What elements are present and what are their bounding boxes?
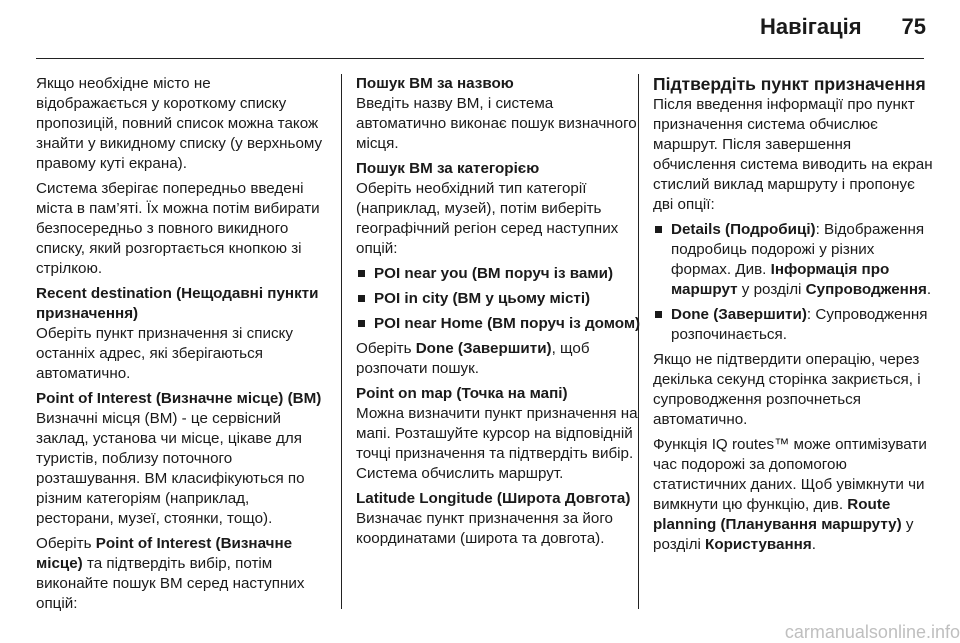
bullet-label: Details (Подробиці)	[671, 221, 816, 238]
heading-search-by-category: Пошук ВМ за категорією	[356, 160, 540, 177]
paragraph-iq-routes	[653, 435, 933, 555]
text: та підтвердіть вибір, потім виконайте пошук ВМ серед наступних опцій:	[36, 555, 305, 612]
heading-point-on-map: Point on map (Точка на мапі)	[356, 385, 568, 402]
paragraph-start-search	[356, 339, 646, 379]
paragraph-confirm-destination: Після введення інформації про пункт призначення система обчислює маршрут. Після завершення обчислення система виводить на екран стислий виклад маршруту і пропонує дві опції:	[653, 96, 933, 213]
bullet-label: POI near Home (ВМ поруч із домом)	[374, 315, 641, 332]
page-title: Навігація	[760, 14, 862, 39]
bullet-label: POI near you (ВМ поруч із вами)	[374, 265, 614, 282]
column-3	[653, 74, 933, 560]
paragraph-city-list: Якщо необхідне місто не відображається у короткому списку пропозицій, повний список можна також знайти у викидному списку (у верхньому правому куті екрана).	[36, 75, 323, 172]
cross-reference: Користування	[705, 536, 812, 553]
page-number: 75	[901, 14, 926, 39]
heading-search-by-name: Пошук ВМ за назвою	[356, 75, 514, 92]
text: , щоб розпочати пошук.	[356, 340, 590, 377]
text: .	[926, 281, 932, 298]
cross-reference: Супроводження	[805, 281, 927, 298]
paragraph-point-on-map: Можна визначити пункт призначення на мапі. Розташуйте курсор на відповідній точці призначення та підтвердіть вибір. Система обчислить маршрут.	[356, 405, 638, 482]
done-option-name: Done (Завершити)	[415, 340, 552, 357]
bullet-item	[356, 289, 646, 309]
paragraph-no-confirm: Якщо не підтвердити операцію, через декілька секунд сторінка закриється, і супроводження розпочнеться автоматично.	[653, 351, 921, 428]
bullet-item	[356, 264, 646, 284]
paragraph-recent-destination: Оберіть пункт призначення зі списку останніх адрес, які зберігаються автоматично.	[36, 325, 293, 382]
heading-confirm-destination: Підтвердіть пункт призначення	[653, 74, 926, 94]
paragraph-search-by-name: Введіть назву ВМ, і система автоматично виконає пошук визначного місця.	[356, 95, 637, 152]
bullet-label: Done (Завершити)	[671, 306, 807, 323]
text: у розділі	[737, 281, 806, 298]
header-divider	[36, 58, 924, 59]
text: Функція IQ routes™ може оптимізувати час подорожі за допомогою статистичних даних. Щоб увімкнути чи вимкнути цю функцію, див.	[653, 436, 927, 513]
poi-option-name: Point of Interest (Визначне місце)	[36, 535, 293, 572]
paragraph-poi: Визначні місця (ВМ) - це сервісний заклад, установа чи місце, цікаве для туристів, поблизу поточного розташування. ВМ класифікуються по різним категоріям (наприклад, ресторани, музеї, стоянки, тощо).	[36, 410, 305, 527]
column-1	[36, 74, 326, 619]
paragraph-memory: Система зберігає попередньо введені міста в пам’яті. Їх можна потім вибирати безпосередньо з повного викидного списку, який розгортається кнопкою зі стрілкою.	[36, 180, 320, 277]
text: : Відображення подробиць подорожі у різних формах. Див.	[671, 221, 925, 278]
cross-reference: Route planning (Планування маршруту)	[653, 496, 902, 533]
watermark: carmanualsonline.info	[784, 622, 960, 642]
text: Оберіть	[36, 535, 96, 552]
cross-reference: Інформація про маршрут	[671, 261, 890, 298]
text: .	[811, 536, 816, 553]
paragraph-poi-select	[36, 534, 326, 614]
text: : Супроводження розпочинається.	[671, 306, 928, 343]
column-divider-1	[341, 74, 342, 609]
heading-recent-destination: Recent destination (Нещодавні пункти призначення)	[36, 285, 319, 322]
heading-lat-long: Latitude Longitude (Широта Довгота)	[356, 490, 631, 507]
bullet-item-done	[653, 305, 933, 345]
bullet-item-details	[653, 220, 933, 300]
text: у розділі	[653, 516, 914, 553]
text: Оберіть	[356, 340, 416, 357]
column-2	[356, 74, 646, 554]
heading-poi: Point of Interest (Визначне місце) (ВМ)	[36, 390, 322, 407]
bullet-item	[356, 314, 646, 334]
paragraph-search-by-category: Оберіть необхідний тип категорії (наприклад, музей), потім виберіть географічний регіон серед наступних опцій:	[356, 180, 619, 257]
paragraph-lat-long: Визначає пункт призначення за його координатами (широта та довгота).	[356, 510, 614, 547]
bullet-label: POI in city (ВМ у цьому місті)	[374, 290, 591, 307]
